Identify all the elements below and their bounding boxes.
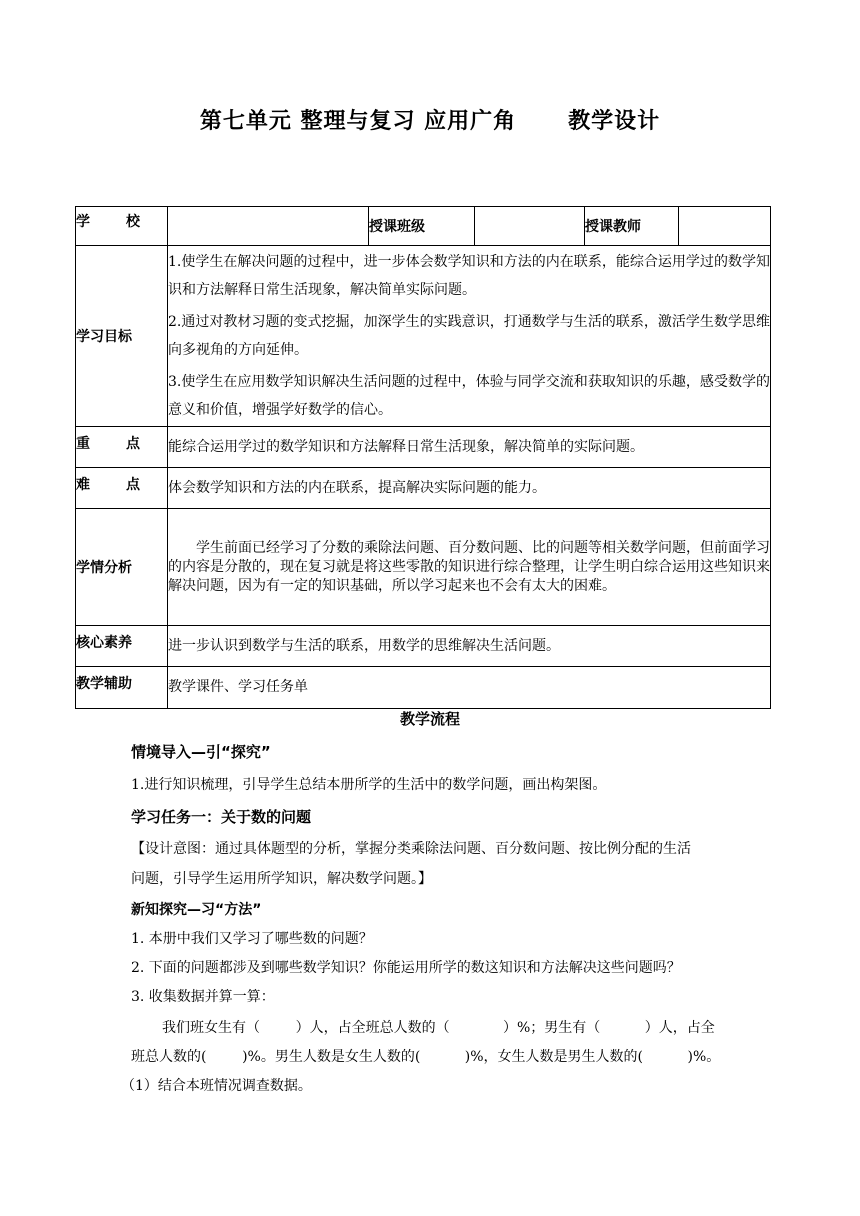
class-label: 授课班级	[369, 207, 475, 246]
design-intent-line: 【设计意图：通过具体题型的分析，掌握分类乘除法问题、百分数问题、按比例分配的生活	[131, 841, 691, 857]
objectives-cell	[168, 246, 771, 427]
objectives-label: 学习目标	[76, 246, 168, 427]
step-item: （1）结合本班情况调查数据。	[121, 1078, 312, 1094]
difficulty-label: 难点	[76, 468, 168, 509]
table-row	[76, 207, 771, 246]
question-item: 2. 下面的问题都涉及到哪些数学知识？你能运用所学的数这知识和方法解决这些问题吗？	[131, 960, 681, 976]
design-intent-line: 问题，引导学生运用所学知识，解决数学问题。】	[131, 871, 432, 887]
objective-item: 1.使学生在解决问题的过程中，进一步体会数学知识和方法的内在联系，能综合运用学过的数学知识和方法解释日常生活现象，解决简单实际问题。	[168, 254, 770, 298]
question-item: 1. 本册中我们又学习了哪些数的问题？	[131, 931, 373, 947]
table-row	[76, 246, 771, 427]
table-row	[76, 667, 771, 709]
difficulty-text: 体会数学知识和方法的内在联系，提高解决实际问题的能力。	[168, 468, 771, 509]
teacher-label: 授课教师	[585, 207, 679, 246]
school-label: 学校	[76, 207, 168, 246]
table-row	[76, 509, 771, 626]
intro-title: 情境导入—引“探究”	[131, 743, 271, 761]
teacher-value	[679, 207, 771, 246]
table-row	[76, 626, 771, 667]
task1-title: 学习任务一：关于数的问题	[131, 808, 312, 826]
key-point-label: 重点	[76, 427, 168, 468]
fill-in-line: 班总人数的( )%。男生人数是女生人数的( )%，女生人数是男生人数的( )%。	[131, 1049, 721, 1065]
class-value	[475, 207, 585, 246]
page-title: 第七单元 整理与复习 应用广角 教学设计	[199, 109, 661, 134]
school-value	[168, 207, 369, 246]
objective-item: 3.使学生在应用数学知识解决生活问题的过程中，体验与同学交流和获取知识的乐趣，感受数学的意义和价值，增强学好数学的信心。	[168, 374, 770, 418]
intro-text: 1.进行知识梳理，引导学生总结本册所学的生活中的数学问题，画出构架图。	[131, 777, 607, 793]
explore-title: 新知探究—习“方法”	[131, 902, 262, 918]
table-row	[76, 427, 771, 468]
teaching-flow-heading: 教学流程	[399, 710, 460, 728]
question-item: 3. 收集数据并算一算：	[131, 989, 275, 1005]
lesson-info-table	[75, 206, 771, 709]
key-point-text: 能综合运用学过的数学知识和方法解释日常生活现象，解决简单的实际问题。	[168, 427, 771, 468]
analysis-text: 学生前面已经学习了分数的乘除法问题、百分数问题、比的问题等相关数学问题，但前面学习的内容是分散的，现在复习就是将这些零散的知识进行综合整理，让学生明白综合运用这些知识来解决问题，因为有一定的知识基础，所以学习起来也不会有太大的困难。	[168, 509, 771, 626]
objective-item: 2.通过对教材习题的变式挖掘，加深学生的实践意识，打通数学与生活的联系，激活学生数学思维向多视角的方向延伸。	[168, 314, 770, 358]
aids-label: 教学辅助	[76, 667, 168, 709]
analysis-label: 学情分析	[76, 509, 168, 626]
fill-in-line: 我们班女生有（ ）人，占全班总人数的（ ）%；男生有（ ）人，占全	[162, 1020, 715, 1036]
literacy-text: 进一步认识到数学与生活的联系，用数学的思维解决生活问题。	[168, 626, 771, 667]
literacy-label: 核心素养	[76, 626, 168, 667]
aids-text: 教学课件、学习任务单	[168, 667, 771, 709]
table-row	[76, 468, 771, 509]
